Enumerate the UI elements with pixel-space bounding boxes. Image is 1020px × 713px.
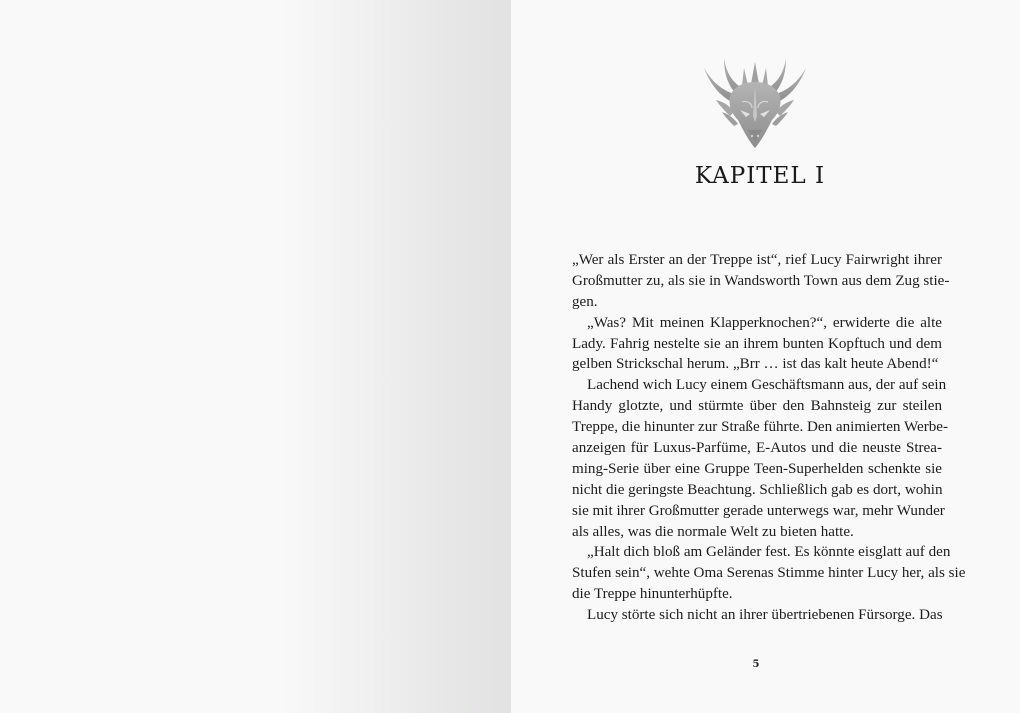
text-line: Lady. Fahrig nestelte sie an ihrem bunten Kopftuch und dem bbox=[572, 335, 942, 352]
chapter-title: KAPITEL I bbox=[694, 163, 826, 189]
text-line: Stufen sein“, wehte Oma Serenas Stimme hinter Lucy her, als sie bbox=[572, 565, 966, 582]
text-line: als alles, was die normale Welt zu bieten hatte. bbox=[572, 523, 854, 540]
text-line: anzeigen für Luxus-Parfüme, E-Autos und die neuste Strea- bbox=[572, 440, 942, 457]
text-line: „Halt dich bloß am Geländer fest. Es könnte eisglatt auf den bbox=[587, 544, 951, 561]
text-line: „Wer als Erster an der Treppe ist“, rief Lucy Fairwright ihrer bbox=[572, 252, 942, 268]
text-line: Großmutter zu, als sie in Wandsworth Town aus dem Zug stie- bbox=[572, 272, 950, 289]
text-line: nicht die geringste Beachtung. Schließlich gab es dort, wohin bbox=[572, 481, 943, 498]
dragon-head-icon bbox=[702, 56, 808, 150]
text-line: Handy glotzte, und stürmte über den Bahnsteig zur steilen bbox=[572, 398, 942, 415]
text-line: „Was? Mit meinen Klapperknochen?“, erwiderte die alte bbox=[587, 314, 942, 331]
page-number: 5 bbox=[752, 659, 760, 670]
text-line: Lucy störte sich nicht an ihrer übertriebenen Fürsorge. Das bbox=[587, 607, 943, 624]
text-line: ming-Serie über eine Gruppe Teen-Superhelden schenkte sie bbox=[572, 460, 942, 477]
text-line: die Treppe hinunterhüpfte. bbox=[572, 586, 733, 603]
text-line: Lachend wich Lucy einem Geschäftsmann aus, der auf sein bbox=[587, 377, 947, 394]
text-line: sie mit ihrer Großmutter gerade unterwegs war, mehr Wunder bbox=[572, 502, 945, 519]
text-line: gen. bbox=[572, 293, 598, 310]
text-line: gelben Strickschal herum. „Brr … ist das kalt heute Abend!“ bbox=[572, 356, 939, 373]
text-line: Treppe, die hinunter zur Straße führte. Den animierten Werbe- bbox=[572, 419, 949, 436]
chapter-body-text bbox=[572, 250, 966, 626]
